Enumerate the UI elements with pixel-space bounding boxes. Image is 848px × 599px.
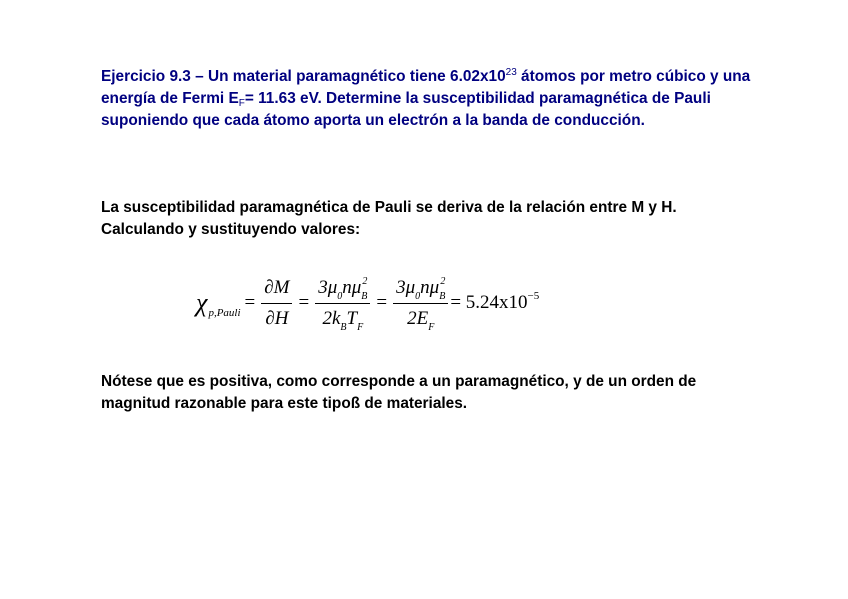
equals-sign-1: =: [244, 292, 256, 313]
intro-line-2: Calculando y sustituyendo valores:: [101, 221, 361, 238]
fraction-dM-dH: [261, 273, 292, 334]
equation-result: [450, 292, 539, 314]
equation-row: [196, 266, 539, 340]
f3-num-a: 3μ: [396, 276, 416, 298]
fraction-2-numerator: [315, 273, 370, 304]
intro-line-1: La susceptibilidad paramagnética de Pauli se deriva de la relación entre M y H.: [101, 199, 677, 216]
f3-num-b: nμ: [420, 276, 440, 298]
fraction-2-denominator: [319, 304, 366, 334]
conclusion-paragraph: Nótese que es positiva, como corresponde a un paramagnético, y de un orden de magnitud razonable para este tipoß de materiales.: [101, 373, 697, 412]
exercise-exponent: 23: [505, 67, 517, 78]
exercise-text-2: átomos por metro cúbico y una energía de Fermi E: [101, 68, 751, 107]
fraction-1-denominator: ∂H: [265, 307, 289, 329]
fraction-3-numerator: [393, 273, 448, 304]
f2-num-b: nμ: [342, 276, 362, 298]
fraction-3-denominator: [404, 304, 437, 334]
chi-subscript: p,Pauli: [208, 307, 241, 319]
exercise-statement: [101, 66, 761, 132]
pauli-susceptibility-equation: [196, 266, 636, 340]
f3-num-b-sub: B: [439, 290, 446, 302]
f2-num-b-sub: B: [361, 290, 368, 302]
f3-den-a: 2E: [407, 307, 429, 329]
exercise-label: Ejercicio 9.3: [101, 68, 191, 85]
f3-num-a-sub: 0: [415, 290, 421, 302]
intro-paragraph: [101, 197, 761, 241]
f2-den-b-sub: F: [357, 321, 364, 333]
fraction-1-numerator: ∂M: [261, 273, 292, 304]
f2-num-a: 3μ: [318, 276, 338, 298]
f2-num-b-sup: 2: [362, 275, 368, 287]
equals-sign-3: =: [376, 292, 388, 313]
fraction-EF: [393, 273, 448, 334]
result-exponent: −5: [527, 290, 540, 302]
f2-den-b: T: [346, 307, 358, 329]
chi-symbol: χ: [196, 288, 208, 317]
equals-sign-2: =: [298, 292, 310, 313]
f3-num-b-sup: 2: [440, 275, 446, 287]
exercise-dash: –: [190, 68, 208, 85]
f2-den-a: 2k: [322, 307, 341, 329]
exercise-fermi-subscript: F: [238, 98, 245, 109]
exercise-text-3: = 11.63 eV. Determine la susceptibilidad paramagnética de Pauli suponiendo que cada átomo aporta un electrón a la banda de conducción.: [101, 90, 711, 129]
exercise-text-1: Un material paramagnético tiene 6.02x10: [207, 68, 506, 85]
f3-den-a-sub: F: [428, 321, 435, 333]
fraction-kBTF: [315, 273, 370, 334]
f2-num-a-sub: 0: [337, 290, 343, 302]
f2-den-a-sub: B: [340, 321, 347, 333]
result-value: = 5.24x10: [450, 292, 528, 313]
